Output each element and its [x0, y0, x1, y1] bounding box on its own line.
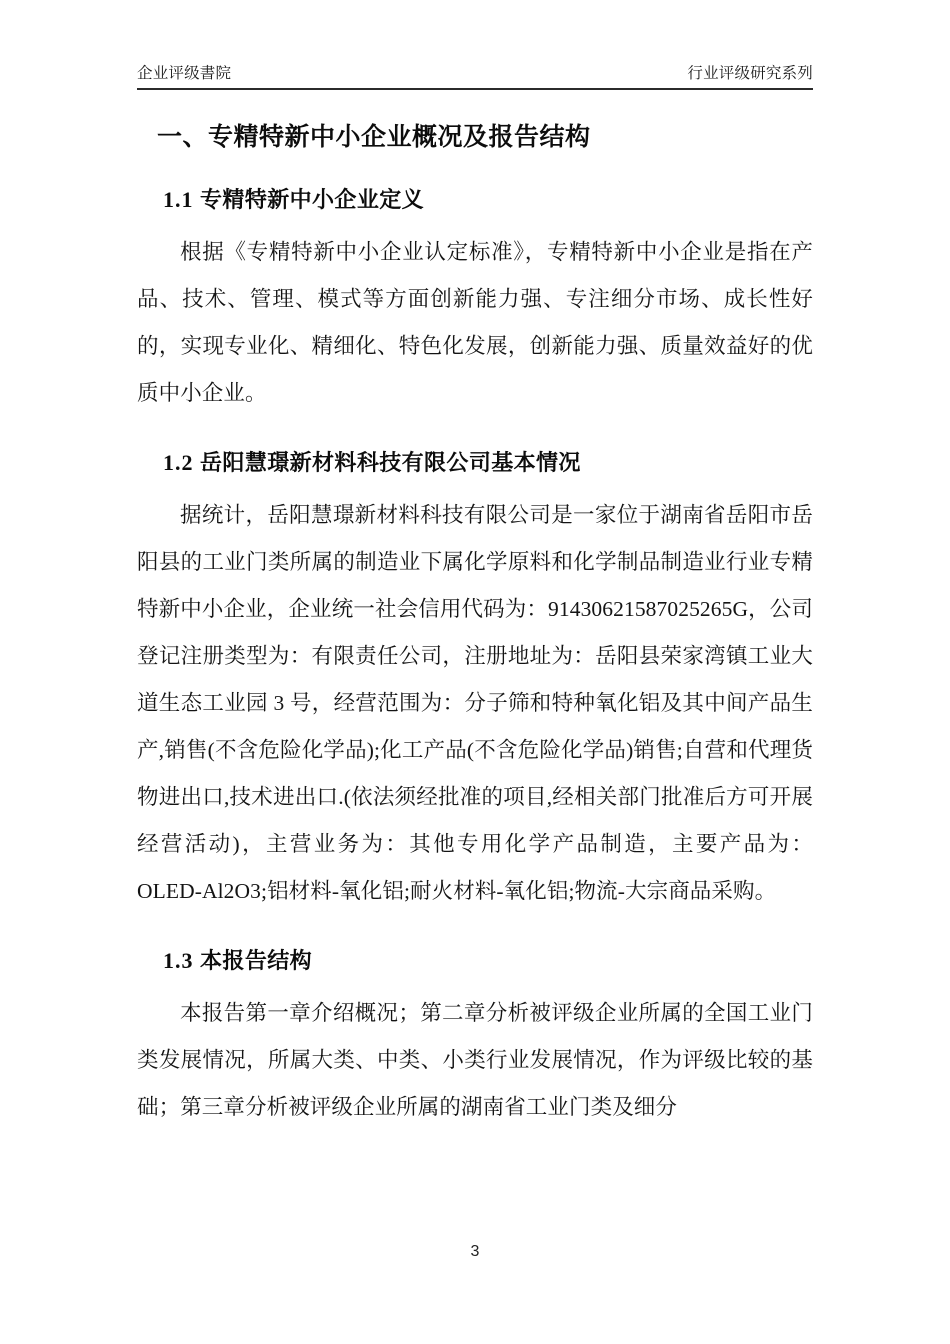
section-number-1-3: 1.3	[163, 948, 194, 973]
paragraph-1-1: 根据《专精特新中小企业认定标准》，专精特新中小企业是指在产品、技术、管理、模式等方面创新能力强、专注细分市场、成长性好的，实现专业化、精细化、特色化发展，创新能力强、质量效益好的优质中小企业。	[137, 240, 813, 405]
header-right-text: 行业评级研究系列	[687, 65, 813, 82]
page-content	[137, 108, 813, 1131]
section-title-1-2: 岳阳慧璟新材料科技有限公司基本情况	[200, 450, 581, 475]
paragraph-1-2: 据统计，岳阳慧璟新材料科技有限公司是一家位于湖南省岳阳市岳阳县的工业门类所属的制造业下属化学原料和化学制品制造业行业专精特新中小企业，企业统一社会信用代码为：91430621587025265G，公司登记注册类型为：有限责任公司，注册地址为：岳阳县荣家湾镇工业大道生态工业园 3 号，经营范围为：分子筛和特种氧化铝及其中间产品生产,销售(不含危险化学品);化工产品(不含危险化学品)销售;自营和代理货物进出口,技术进出口.(依法须经批准的项目,经相关部门批准后方可开展经营活动)，主营业务为：其他专用化学产品制造，主要产品为：OLED-Al2O3;铝材料-氧化铝;耐火材料-氧化铝;物流-大宗商品采购。	[137, 503, 813, 903]
section-title-1-1: 专精特新中小企业定义	[200, 187, 425, 212]
chapter-heading: 一、专精特新中小企业概况及报告结构	[157, 123, 591, 151]
section-number-1-1: 1.1	[163, 187, 194, 212]
section-heading-1-2	[137, 447, 813, 478]
section-heading-1-3	[137, 945, 813, 976]
section-number-1-2: 1.2	[163, 450, 194, 475]
paragraph-1-3: 本报告第一章介绍概况；第二章分析被评级企业所属的全国工业门类发展情况，所属大类、中类、小类行业发展情况，作为评级比较的基础；第三章分析被评级企业所属的湖南省工业门类及细分	[137, 1001, 813, 1119]
section-title-1-3: 本报告结构	[200, 948, 313, 973]
header-divider	[137, 88, 813, 90]
section-heading-1-1	[137, 184, 813, 215]
header-left-text: 企业评级書院	[137, 65, 232, 82]
page-number: 3	[470, 1243, 480, 1260]
